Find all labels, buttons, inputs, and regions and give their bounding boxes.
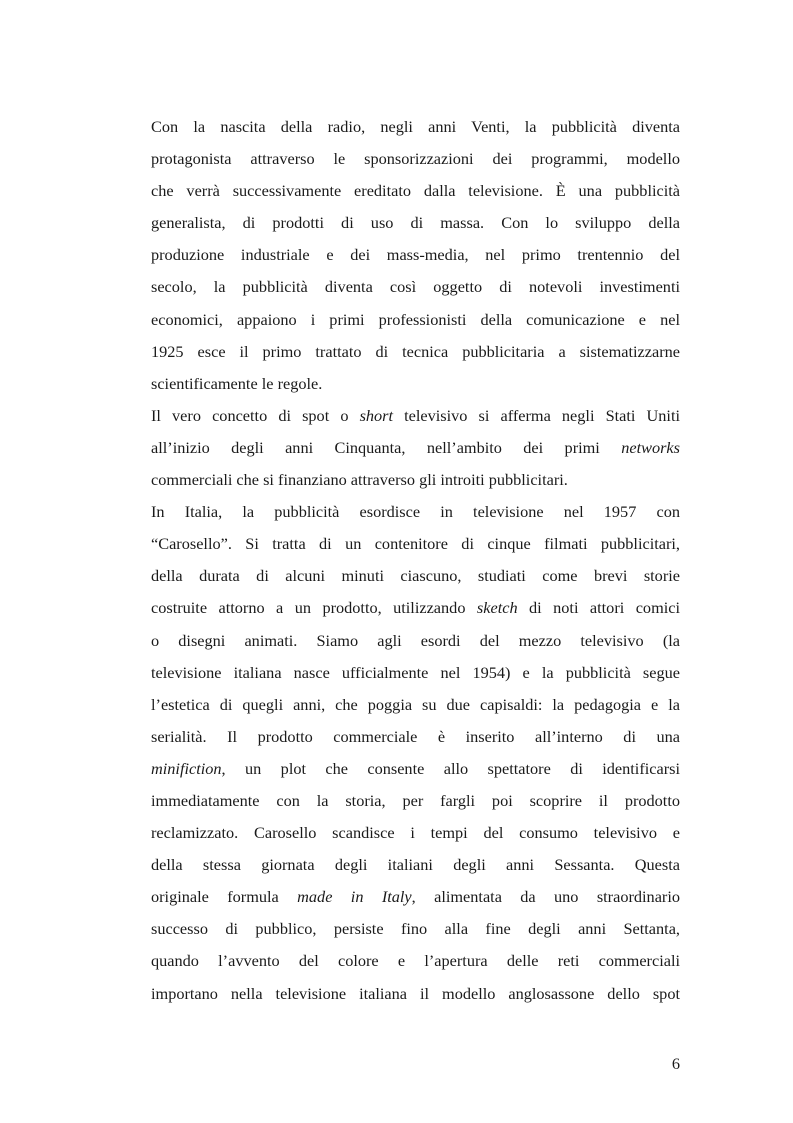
italic-term: minifiction [151, 758, 222, 778]
text-line [151, 304, 680, 336]
text-run: generalista, di prodotti di uso di massa. Con lo sviluppo della [151, 213, 680, 233]
text-run: , un plot che consente allo spettatore di identificarsi [221, 758, 680, 778]
text-line [151, 625, 680, 657]
italic-term: made in Italy [297, 887, 412, 907]
text-line [151, 657, 680, 689]
text-run: originale formula [151, 887, 298, 907]
text-run: importano nella televisione italiana il modello anglosassone dello spot [151, 983, 680, 1003]
text-line [151, 817, 680, 849]
text-line [151, 689, 680, 721]
text-line [151, 143, 680, 175]
text-run: secolo, la pubblicità diventa così oggetto di notevoli investimenti [151, 277, 680, 297]
text-run: televisione italiana nasce ufficialmente nel 1954) e la pubblicità segue [151, 662, 680, 682]
text-line [151, 271, 680, 303]
text-line [151, 207, 680, 239]
text-run: che verrà successivamente ereditato dalla televisione. È una pubblicità [151, 181, 680, 201]
text-run: produzione industriale e dei mass-media, nel primo trentennio del [151, 245, 680, 265]
text-line [151, 592, 680, 624]
text-line [151, 721, 680, 753]
text-run: della durata di alcuni minuti ciascuno, studiati come brevi storie [151, 566, 680, 586]
text-line [151, 175, 680, 207]
text-run: serialità. Il prodotto commerciale è inserito all’interno di una [151, 726, 680, 746]
text-run: della stessa giornata degli italiani degli anni Sessanta. Questa [151, 855, 680, 875]
text-run: , alimentata da uno straordinario [411, 887, 681, 907]
text-run: l’estetica di quegli anni, che poggia su due capisaldi: la pedagogia e la [151, 694, 680, 714]
text-line [151, 785, 680, 817]
text-run: 1925 esce il primo trattato di tecnica pubblicitaria a sistematizzarne [151, 341, 680, 361]
text-run: commerciali che si finanziano attraverso gli introiti pubblicitari. [151, 470, 568, 490]
text-run: reclamizzato. Carosello scandisce i tempi del consumo televisivo e [151, 823, 680, 843]
text-run: di noti attori comici [517, 598, 681, 618]
text-run: successo di pubblico, persiste fino alla fine degli anni Settanta, [151, 919, 680, 939]
text-run: economici, appaiono i primi professionisti della comunicazione e nel [151, 309, 680, 329]
text-line [151, 978, 680, 1010]
text-run: scientificamente le regole. [151, 373, 323, 393]
text-run: all’inizio degli anni Cinquanta, nell’ambito dei primi [151, 437, 622, 457]
text-line [151, 881, 680, 913]
text-line [151, 913, 680, 945]
text-line [151, 400, 680, 432]
text-line [151, 496, 680, 528]
italic-term: short [359, 405, 394, 425]
text-line [151, 945, 680, 977]
text-run: “Carosello”. Si tratta di un contenitore di cinque filmati pubblicitari, [151, 534, 680, 554]
text-run: o disegni animati. Siamo agli esordi del mezzo televisivo (la [151, 630, 680, 650]
text-run: quando l’avvento del colore e l’apertura delle reti commerciali [151, 951, 680, 971]
italic-term: sketch [476, 598, 518, 618]
text-run: Con la nascita della radio, negli anni Venti, la pubblicità diventa [151, 117, 680, 136]
text-line [151, 753, 680, 785]
text-line [151, 239, 680, 271]
body-text [151, 111, 680, 1010]
text-line [151, 368, 680, 400]
italic-term: networks [621, 437, 680, 457]
text-line [151, 111, 680, 143]
text-run: protagonista attraverso le sponsorizzazioni dei programmi, modello [151, 149, 680, 169]
text-line [151, 849, 680, 881]
text-line [151, 528, 680, 560]
text-run: Il vero concetto di spot o [151, 405, 360, 425]
text-run: televisivo si afferma negli Stati Uniti [393, 405, 680, 425]
text-run: In Italia, la pubblicità esordisce in televisione nel 1957 con [151, 502, 680, 522]
text-run: costruite attorno a un prodotto, utilizzando [151, 598, 477, 618]
text-line [151, 464, 680, 496]
text-line [151, 560, 680, 592]
text-line [151, 336, 680, 368]
text-run: immediatamente con la storia, per fargli poi scoprire il prodotto [151, 790, 680, 810]
text-line [151, 432, 680, 464]
page-number: 6 [671, 1054, 680, 1073]
